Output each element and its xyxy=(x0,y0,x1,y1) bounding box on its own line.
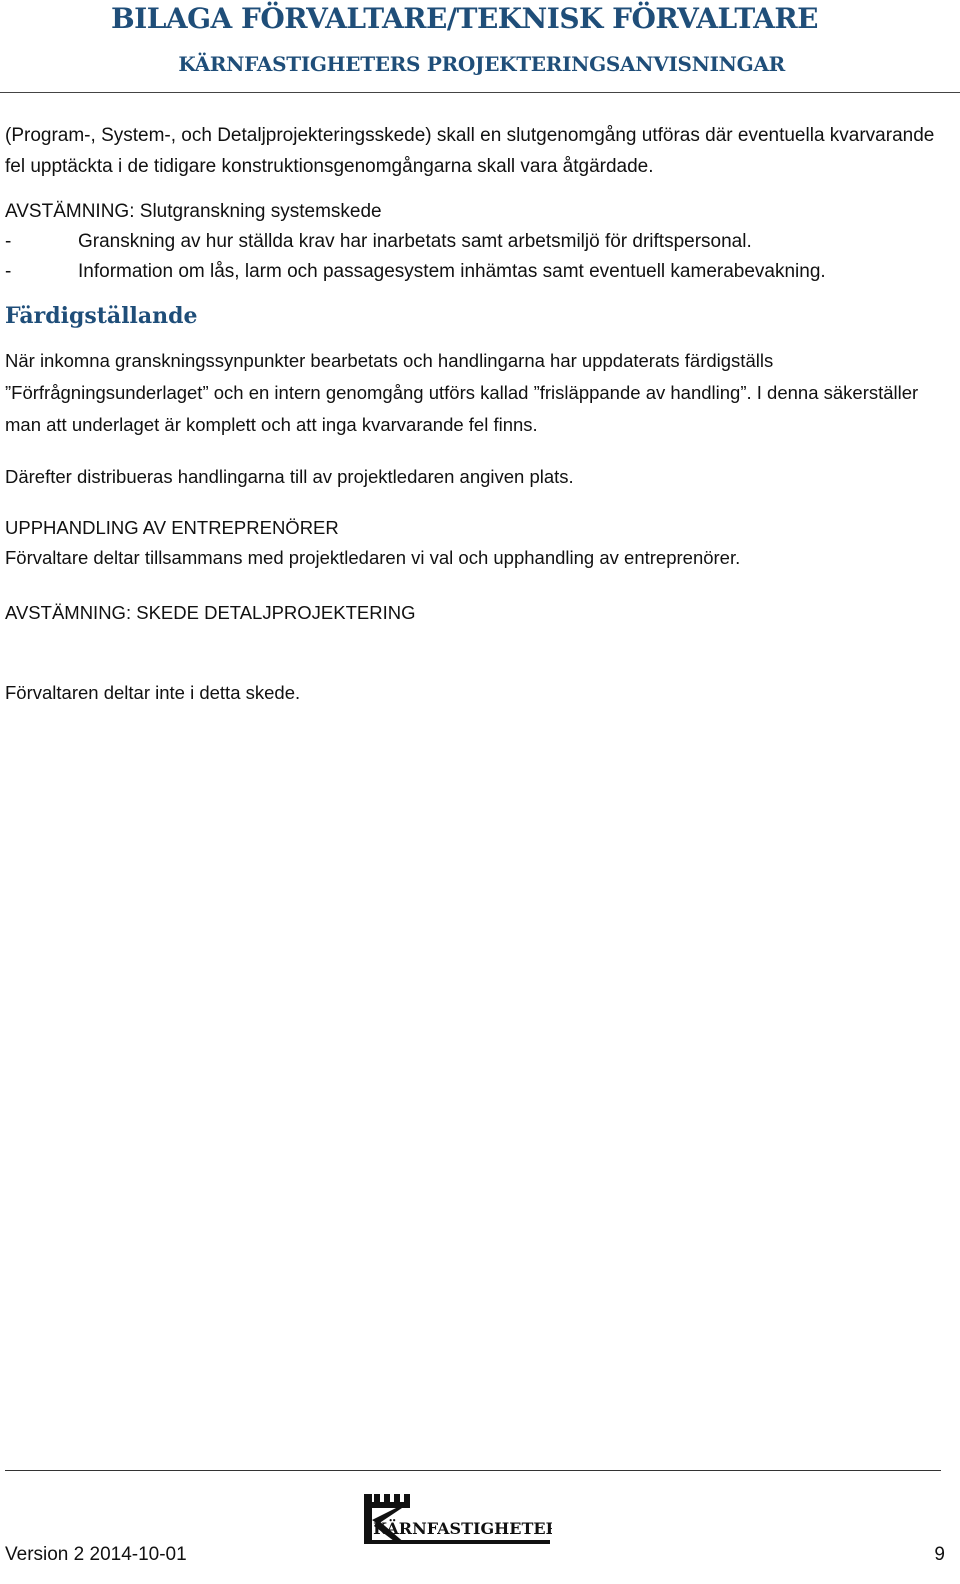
fardigstallande-paragraph: När inkomna granskningssynpunkter bearbetats och handlingarna har uppdaterats färdigställs ”Förfrågningsunderlaget” och en intern genomgång utförs kallad ”frisläppande av handling”. I denna säkerställer man att underlaget är komplett och att inga kvarvarande fel finns. xyxy=(5,350,919,435)
footer-version: Version 2 2014-10-01 xyxy=(5,1544,187,1565)
bullet-item xyxy=(5,227,950,257)
karnfastigheter-logo xyxy=(362,1490,552,1548)
header-subtitle: KÄRNFASTIGHETERS PROJEKTERINGSANVISNINGAR xyxy=(178,52,785,76)
avstamning-system-title: AVSTÄMNING: Slutgranskning systemskede xyxy=(5,201,382,222)
logo-text: KÄRNFASTIGHETER xyxy=(373,1519,552,1538)
bullet-item xyxy=(5,257,950,287)
section-heading-fardigstallande: Färdigställande xyxy=(5,303,198,329)
footer-divider xyxy=(5,1470,941,1471)
bullet-dash: - xyxy=(5,261,12,282)
bullet-text: Information om lås, larm och passagesystem inhämtas samt eventuell kamerabevakning. xyxy=(78,261,826,282)
castle-logo-icon xyxy=(362,1490,552,1548)
page-header xyxy=(0,0,960,93)
page-number: 9 xyxy=(934,1544,945,1565)
header-title: BILAGA FÖRVALTARE/TEKNISK FÖRVALTARE xyxy=(110,2,818,35)
distribution-paragraph: Därefter distribueras handlingarna till av projektledaren angiven plats. xyxy=(5,466,574,487)
bullet-dash: - xyxy=(5,231,12,252)
bullet-text: Granskning av hur ställda krav har inarbetats samt arbetsmiljö för driftspersonal. xyxy=(78,231,752,252)
upphandling-title: UPPHANDLING AV ENTREPRENÖRER xyxy=(5,517,339,538)
detaljprojektering-title: AVSTÄMNING: SKEDE DETALJPROJEKTERING xyxy=(5,602,416,623)
intro-paragraph: (Program-, System-, och Detaljprojekteringsskede) skall en slutgenomgång utföras där eventuella kvarvarande fel upptäckta i de tidigare konstruktionsgenomgångarna skall vara åtgärdade. xyxy=(5,125,935,177)
document-body xyxy=(5,120,950,709)
detaljprojektering-text: Förvaltaren deltar inte i detta skede. xyxy=(5,682,301,703)
upphandling-text: Förvaltare deltar tillsammans med projektledaren vi val och upphandling av entreprenörer. xyxy=(5,547,741,568)
